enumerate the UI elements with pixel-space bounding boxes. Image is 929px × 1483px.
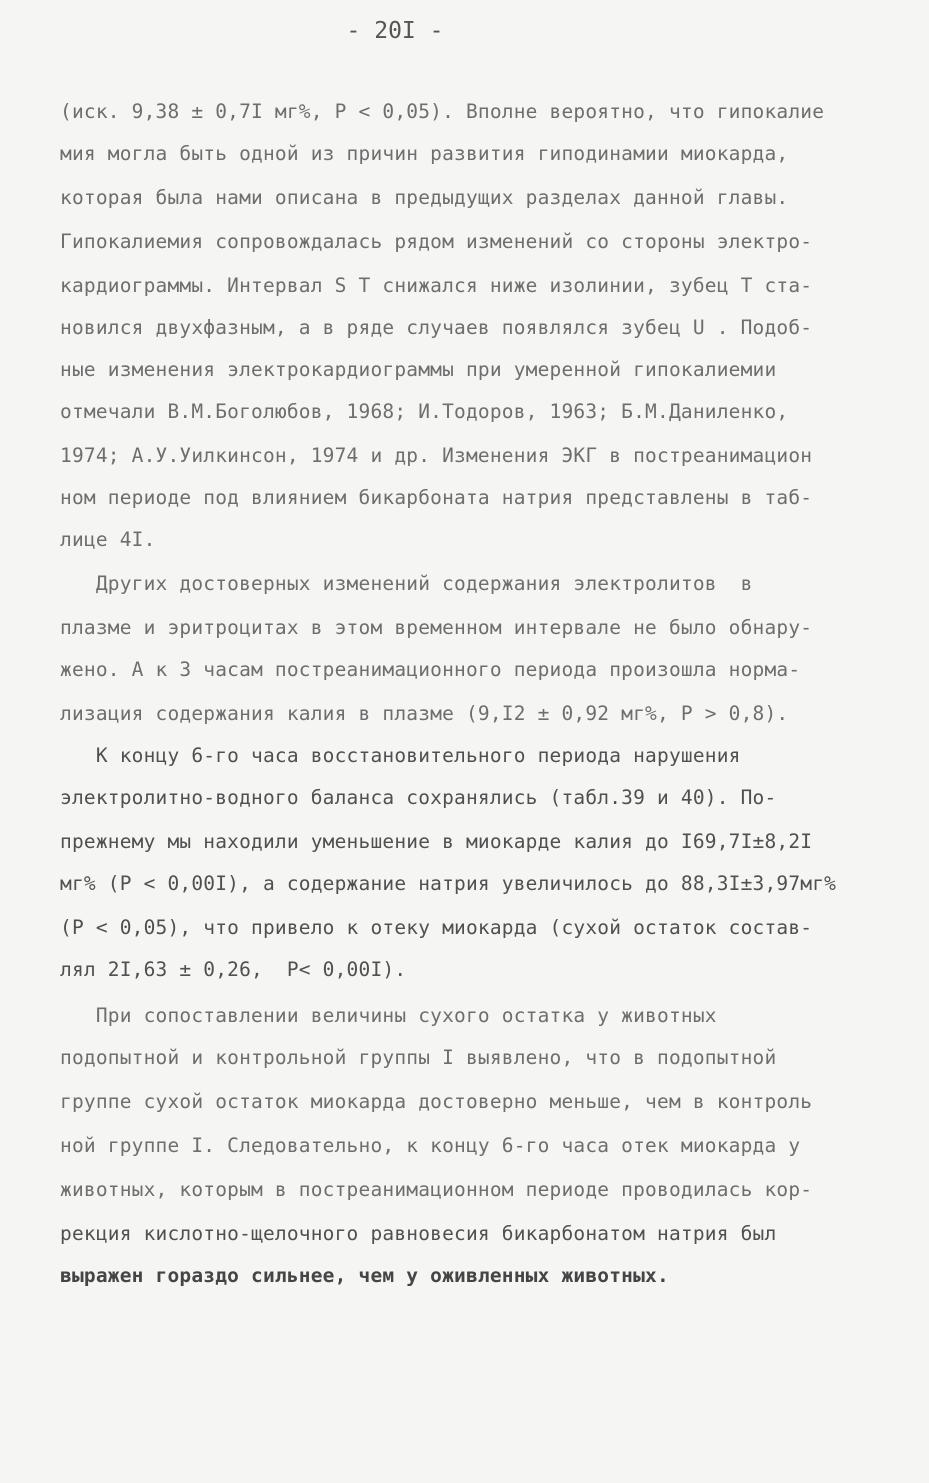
text-line: прежнему мы находили уменьшение в миокарде калия до I69,7I±8,2I: [60, 830, 813, 853]
text-line: К концу 6-го часа восстановительного периода нарушения: [60, 744, 741, 767]
text-line: ные изменения электрокардиограммы при умеренной гипокалиемии: [60, 358, 777, 381]
text-line: которая была нами описана в предыдущих разделах данной главы.: [60, 186, 789, 209]
text-line: лице 4I.: [60, 528, 156, 551]
text-line: лял 2I,63 ± 0,26, P< 0,00I).: [60, 958, 407, 981]
text-line: (P < 0,05), что привело к отеку миокарда (сухой остаток состав-: [60, 916, 813, 939]
text-line: кардиограммы. Интервал S T снижался ниже изолинии, зубец T ста-: [60, 274, 813, 297]
text-line: электролитно-водного баланса сохранялись (табл.39 и 40). По-: [60, 786, 777, 809]
text-line: мия могла быть одной из причин развития гиподинамии миокарда,: [60, 142, 789, 165]
text-line: Других достоверных изменений содержания электролитов в: [60, 572, 753, 595]
text-line: группе сухой остаток миокарда достоверно меньше, чем в контроль: [60, 1090, 813, 1113]
text-line: плазме и эритроцитах в этом временном интервале не было обнару-: [60, 616, 813, 639]
page-number: - 20I -: [346, 18, 444, 44]
text-line: жено. А к 3 часам постреанимационного периода произошла норма-: [60, 658, 801, 681]
text-line: мг% (P < 0,00I), а содержание натрия увеличилось до 88,3I±3,97мг%: [60, 872, 837, 895]
text-line: ной группе I. Следовательно, к концу 6-го часа отек миокарда у: [60, 1134, 801, 1157]
text-line: рекция кислотно-щелочного равновесия бикарбонатом натрия был: [60, 1222, 777, 1245]
text-line: животных, которым в постреанимационном периоде проводилась кор-: [60, 1178, 813, 1201]
text-line: лизация содержания калия в плазме (9,I2 ± 0,92 мг%, P > 0,8).: [60, 702, 789, 725]
text-line: новился двухфазным, а в ряде случаев появлялся зубец U . Подоб-: [60, 316, 813, 339]
text-line: (иск. 9,38 ± 0,7I мг%, P < 0,05). Вполне вероятно, что гипокалие: [60, 100, 825, 123]
text-line: Гипокалиемия сопровождалась рядом изменений со стороны электро-: [60, 230, 813, 253]
text-line: При сопоставлении величины сухого остатка у животных: [60, 1004, 717, 1027]
text-line: подопытной и контрольной группы I выявлено, что в подопытной: [60, 1046, 777, 1069]
text-line: отмечали В.М.Боголюбов, 1968; И.Тодоров, 1963; Б.М.Даниленко,: [60, 400, 789, 423]
text-line: выражен гораздо сильнее, чем у оживленных животных.: [60, 1264, 669, 1287]
text-line: ном периоде под влиянием бикарбоната натрия представлены в таб-: [60, 486, 813, 509]
text-line: 1974; А.У.Уилкинсон, 1974 и др. Изменения ЭКГ в постреанимацион: [60, 444, 813, 467]
